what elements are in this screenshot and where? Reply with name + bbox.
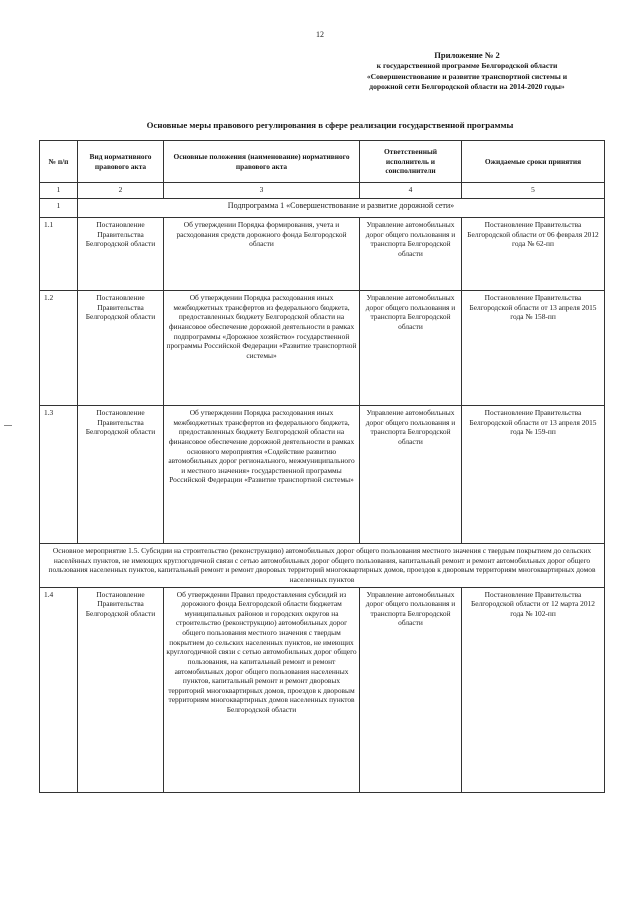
table-row — [40, 291, 605, 406]
row-act-type: Постановление Правительства Белгородской области — [78, 218, 164, 291]
row-executor: Управление автомобильных дорог общего пользования и транспорта Белгородской области — [360, 587, 462, 792]
header-content: Основные положения (наименование) нормативного правового акта — [164, 141, 360, 183]
margin-mark — [4, 425, 12, 426]
table-row — [40, 218, 605, 291]
header-act-type: Вид нормативного правового акта — [78, 141, 164, 183]
row-content: Об утверждении Порядка формирования, учета и расходования средств дорожного фонда Белгородской области — [164, 218, 360, 291]
row-executor: Управление автомобильных дорог общего пользования и транспорта Белгородской области — [360, 218, 462, 291]
appendix-line: к государственной программе Белгородской области — [376, 61, 558, 71]
column-number: 4 — [360, 183, 462, 199]
subprogram-num: 1 — [40, 199, 78, 218]
row-num: 1.1 — [40, 218, 78, 291]
row-deadline: Постановление Правительства Белгородской области от 13 апреля 2015 года № 159-пп — [462, 406, 605, 544]
column-number: 5 — [462, 183, 605, 199]
header-num: № п/п — [40, 141, 78, 183]
row-act-type: Постановление Правительства Белгородской области — [78, 291, 164, 406]
column-number-row — [40, 183, 605, 199]
header-deadline: Ожидаемые сроки принятия — [462, 141, 605, 183]
measures-table — [39, 140, 605, 793]
row-num: 1.3 — [40, 406, 78, 544]
row-act-type: Постановление Правительства Белгородской области — [78, 587, 164, 792]
row-num: 1.4 — [40, 587, 78, 792]
appendix-line: «Совершенствование и развитие транспортной системы и — [366, 71, 568, 81]
document-title: Основные меры правового регулирования в сфере реализации государственной программы — [146, 120, 514, 130]
row-content: Об утверждении Правил предоставления субсидий из дорожного фонда Белгородской области бюджетам муниципальных районов и городских округов на строительство (реконструкцию) автомобильных дорог общего пользования местного значения с твердым покрытием до сельских населенных пунктов, не имеющих круглогодичной связи с сетью автомобильных дорог общего пользования, на капитальный ремонт и ремонт автомобильных дорог общего пользования населенных пунктов, капитальный ремонт и ремонт дворовых территорий многоквартирных домов, проездов к дворовым территориям многоквартирных домов населенных пунктов Белгородской области — [164, 587, 360, 792]
row-content: Об утверждении Порядка расходования иных межбюджетных трансфертов из федерального бюджета, предоставленных бюджету Белгородской области на финансовое обеспечение дорожной деятельности в рамках основного мероприятия «Содействие развитию автомобильных дорог регионального, межмуниципального и местного значения» государственной программы Российской Федерации «Развитие транспортной системы» — [164, 406, 360, 544]
row-deadline: Постановление Правительства Белгородской области от 06 февраля 2012 года № 62-пп — [462, 218, 605, 291]
column-number: 1 — [40, 183, 78, 199]
row-executor: Управление автомобильных дорог общего пользования и транспорта Белгородской области — [360, 406, 462, 544]
row-num: 1.2 — [40, 291, 78, 406]
row-deadline: Постановление Правительства Белгородской области от 12 марта 2012 года № 102-пп — [462, 587, 605, 792]
row-executor: Управление автомобильных дорог общего пользования и транспорта Белгородской области — [360, 291, 462, 406]
row-content: Об утверждении Порядка расходования иных межбюджетных трансфертов из федерального бюджета, предоставленных бюджету Белгородской области на финансовое обеспечение дорожной деятельности в рамках подпрограммы «Дорожное хозяйство» государственной программы Российской Федерации «Развитие транспортной системы» — [164, 291, 360, 406]
appendix-line: дорожной сети Белгородской области на 2014-2020 годы» — [369, 81, 565, 91]
appendix-title: Приложение № 2 — [434, 50, 500, 60]
table-row — [40, 406, 605, 544]
main-event-row — [40, 544, 605, 588]
subprogram-row — [40, 199, 605, 218]
table-header-row — [40, 141, 605, 183]
appendix-header — [342, 50, 592, 92]
table-row — [40, 587, 605, 792]
column-number: 2 — [78, 183, 164, 199]
main-event-text: Основное мероприятие 1.5. Субсидии на строительство (реконструкцию) автомобильных дорог общего пользования местного значения с твердым покрытием до сельских населённых пунктов, не имеющих круглогодичной связи с сетью автомобильных дорог общего пользования, капитальный ремонт и ремонт автомобильных дорог общего пользования населенных пунктов, капитальный ремонт и ремонт дворовых территорий многоквартирных домов, проездов к дворовым территориям многоквартирных домов населенных пунктов — [40, 544, 605, 588]
row-deadline: Постановление Правительства Белгородской области от 13 апреля 2015 года № 158-пп — [462, 291, 605, 406]
page-number: 12 — [316, 30, 324, 39]
subprogram-title: Подпрограмма 1 «Совершенствование и развитие дорожной сети» — [78, 199, 605, 218]
header-executor: Ответственный исполнитель и соисполнители — [360, 141, 462, 183]
column-number: 3 — [164, 183, 360, 199]
row-act-type: Постановление Правительства Белгородской области — [78, 406, 164, 544]
